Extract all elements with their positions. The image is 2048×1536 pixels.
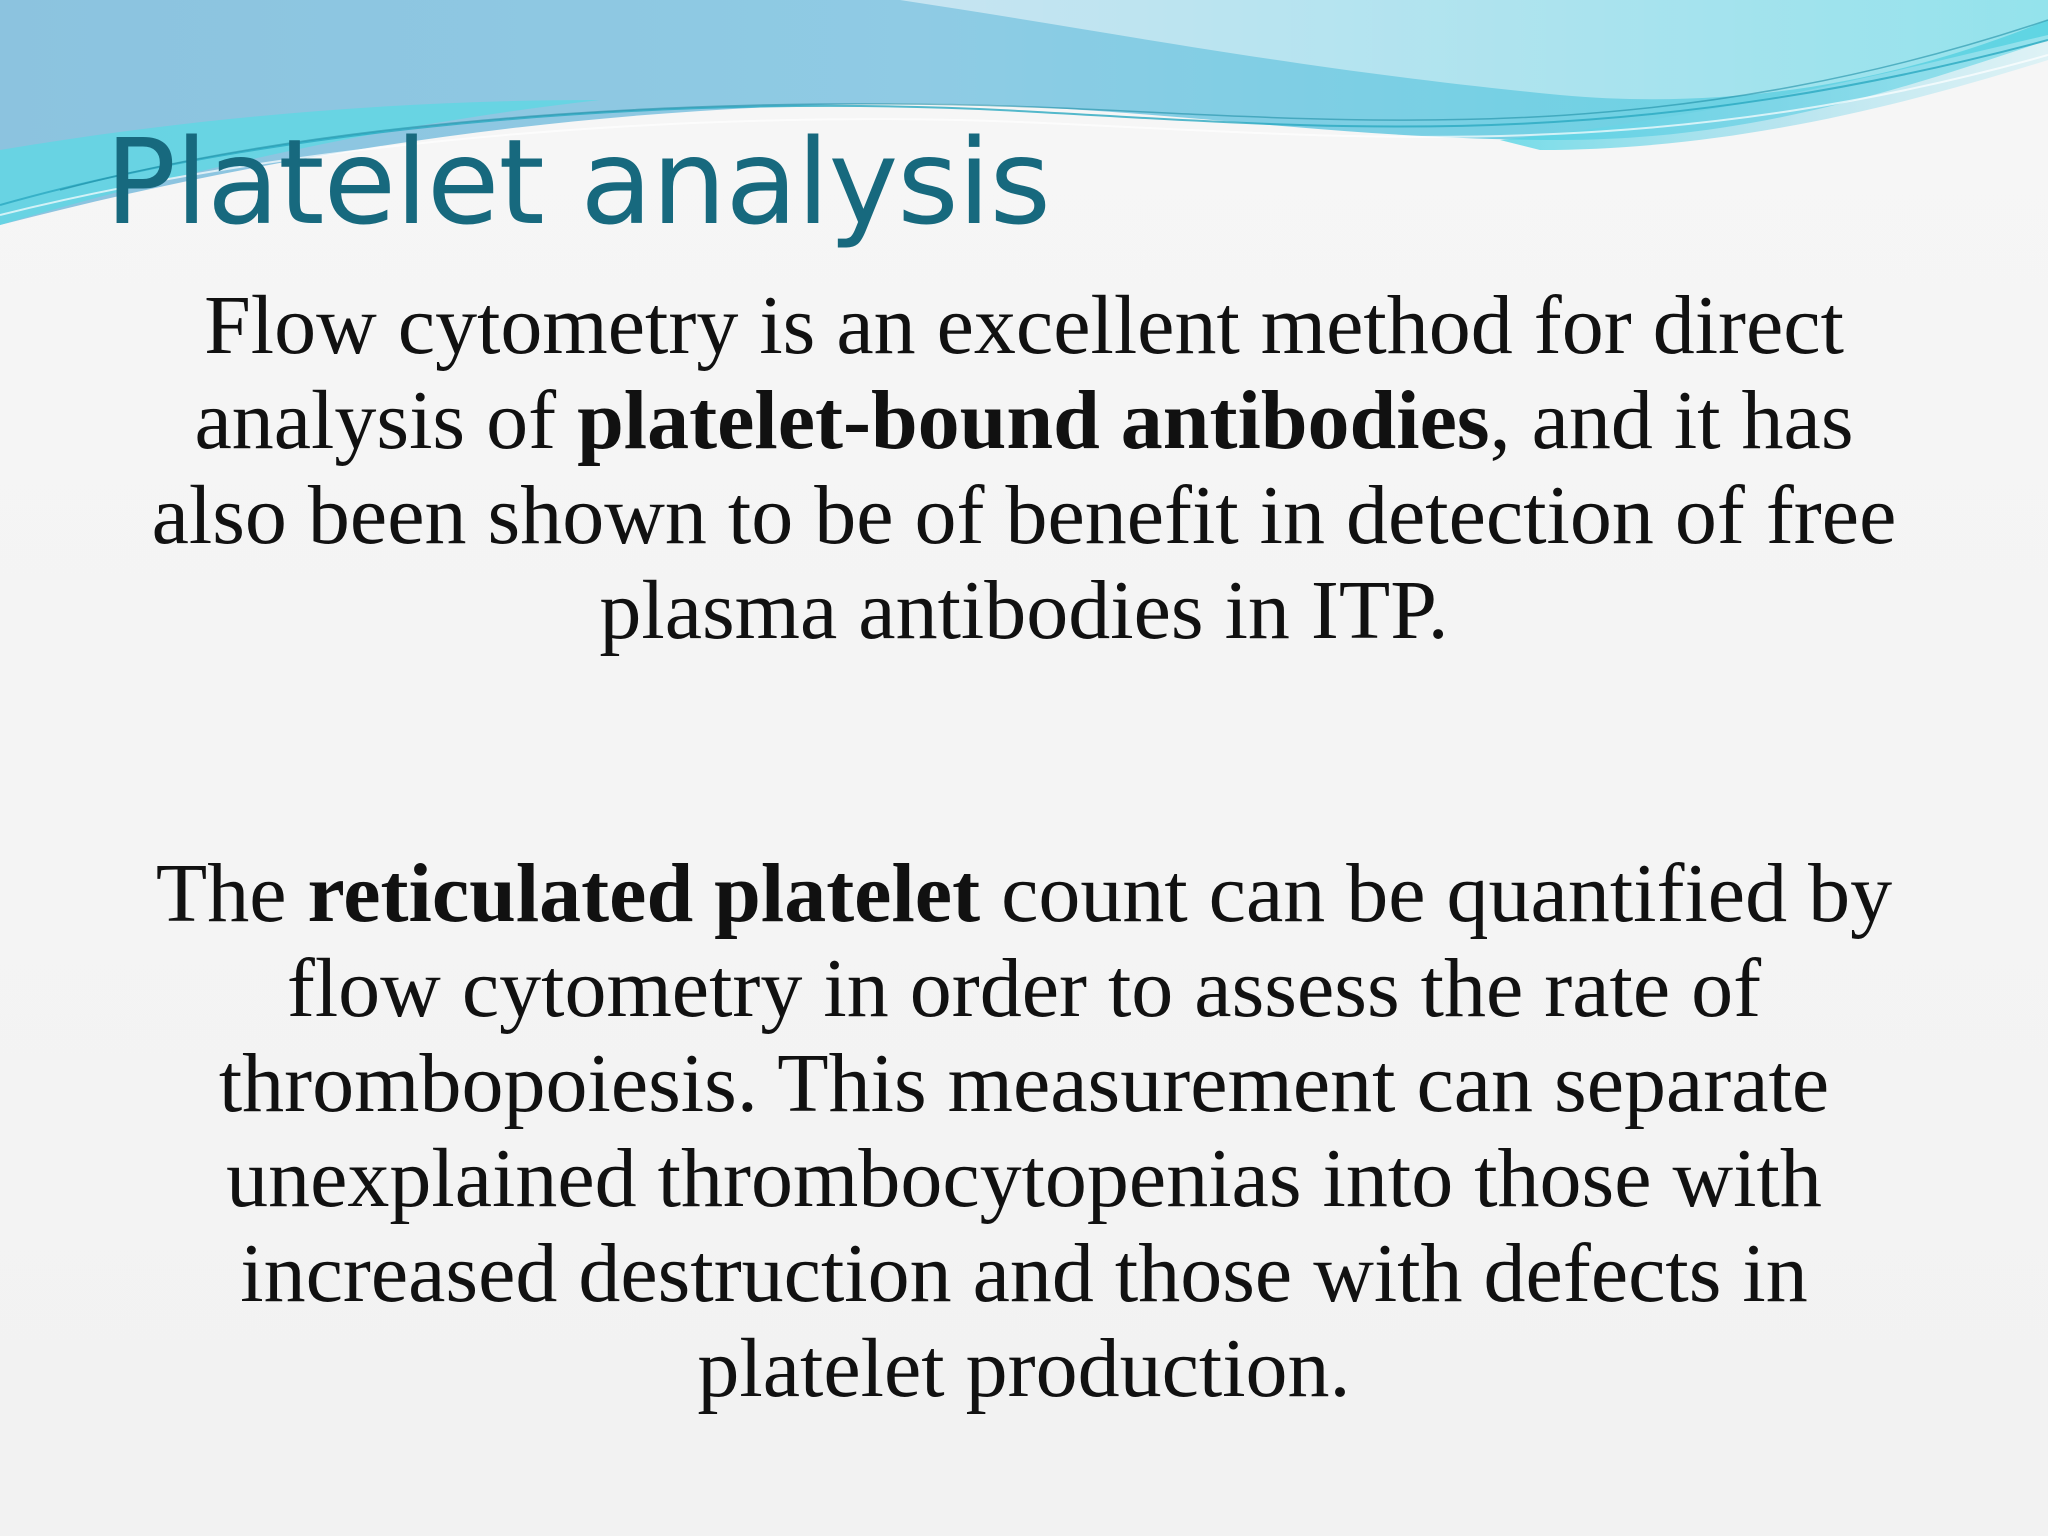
paragraph-reticulated-platelet	[120, 846, 1928, 1416]
paragraph-text: count can be quantified by flow cytometry in order to assess the rate of thrombopoiesis. This measurement can separate unexplained thrombocytopenias into those with increased destruction and those with defects in platelet production.	[218, 847, 1893, 1415]
paragraph-text: Flow cytometry is an excellent method for direct analysis of	[194, 279, 1844, 467]
paragraph-flow-cytometry	[120, 278, 1928, 658]
paragraph-text: , and it has also been shown to be of benefit in detection of free plasma antibodies in ITP.	[151, 374, 1897, 657]
bold-term-platelet-bound-antibodies: platelet-bound antibodies	[577, 374, 1490, 467]
slide-title: Platelet analysis	[105, 113, 1051, 251]
bold-term-reticulated-platelet: reticulated platelet	[307, 847, 981, 940]
paragraph-text: The	[155, 847, 308, 940]
